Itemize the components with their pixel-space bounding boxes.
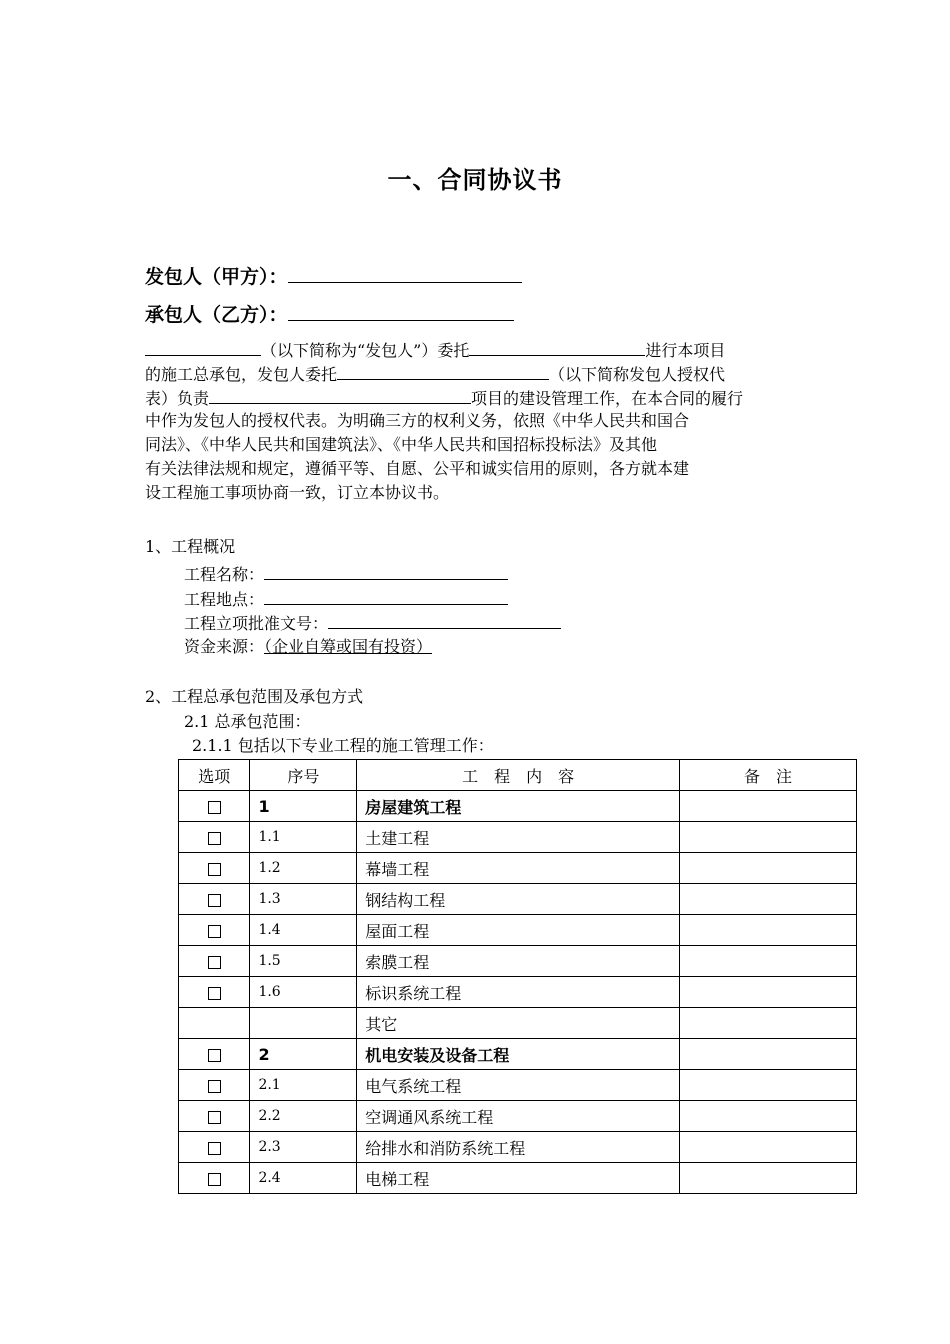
note-cell[interactable]	[680, 1101, 857, 1132]
intro-text: 表）负责	[145, 389, 210, 408]
content-cell: 屋面工程	[357, 915, 680, 946]
option-cell	[179, 884, 250, 915]
checkbox-icon[interactable]	[208, 925, 221, 938]
intro-blank-1[interactable]	[145, 337, 261, 356]
content-cell: 幕墙工程	[357, 853, 680, 884]
number-cell: 1	[250, 791, 357, 822]
table-row	[179, 853, 857, 884]
option-cell	[179, 946, 250, 977]
party-a-label: 发包人（甲方）：	[145, 266, 288, 288]
intro-blank-3[interactable]	[337, 361, 549, 380]
note-cell[interactable]	[680, 884, 857, 915]
checkbox-icon[interactable]	[208, 1049, 221, 1062]
table-row	[179, 1101, 857, 1132]
content-cell: 标识系统工程	[357, 977, 680, 1008]
number-cell: 1.3	[250, 884, 357, 915]
option-cell	[179, 1039, 250, 1070]
header-option: 选项	[179, 760, 250, 791]
intro-text: 设工程施工事项协商一致，订立本协议书。	[145, 483, 450, 502]
approval-number-blank[interactable]	[328, 610, 561, 629]
intro-text: 中作为发包人的授权代表。为明确三方的权利义务，依照《中华人民共和国合	[145, 411, 690, 430]
option-cell	[179, 1101, 250, 1132]
intro-text: 进行本项目	[645, 341, 726, 360]
checkbox-icon[interactable]	[208, 1173, 221, 1186]
party-a-blank[interactable]	[288, 262, 522, 283]
table-row	[179, 1039, 857, 1070]
number-cell: 2.2	[250, 1101, 357, 1132]
option-cell	[179, 791, 250, 822]
section-2-1-1-heading: 2.1.1 包括以下专业工程的施工管理工作：	[192, 736, 494, 755]
section-2-heading: 2、工程总承包范围及承包方式	[145, 687, 364, 706]
content-cell: 土建工程	[357, 822, 680, 853]
number-cell	[250, 1008, 357, 1039]
option-cell	[179, 1008, 250, 1039]
project-name-label: 工程名称：	[184, 565, 265, 584]
content-cell: 电气系统工程	[357, 1070, 680, 1101]
project-name-blank[interactable]	[264, 561, 508, 580]
party-b-label: 承包人（乙方）：	[145, 304, 288, 326]
number-cell: 1.2	[250, 853, 357, 884]
option-cell	[179, 977, 250, 1008]
content-cell: 机电安装及设备工程	[357, 1039, 680, 1070]
page-title: 一、合同协议书	[387, 166, 563, 194]
party-b-line	[145, 300, 514, 327]
note-cell[interactable]	[680, 946, 857, 977]
content-cell: 索膜工程	[357, 946, 680, 977]
option-cell	[179, 1163, 250, 1194]
section-1-heading: 1、工程概况	[145, 537, 236, 556]
option-cell	[179, 822, 250, 853]
number-cell: 2	[250, 1039, 357, 1070]
intro-text: 项目的建设管理工作，在本合同的履行	[471, 389, 744, 408]
number-cell: 2.3	[250, 1132, 357, 1163]
table-header-row	[179, 760, 857, 791]
table-row	[179, 1163, 857, 1194]
section-2-1-heading: 2.1 总承包范围：	[184, 712, 311, 731]
number-cell: 1.6	[250, 977, 357, 1008]
table-row	[179, 1070, 857, 1101]
table-row	[179, 946, 857, 977]
number-cell: 1.1	[250, 822, 357, 853]
checkbox-icon[interactable]	[208, 1142, 221, 1155]
intro-paragraph	[145, 337, 808, 505]
approval-number-line	[184, 610, 561, 636]
project-name-line	[184, 561, 508, 587]
fund-source-label: 资金来源：	[184, 637, 265, 656]
checkbox-icon[interactable]	[208, 1080, 221, 1093]
party-b-blank[interactable]	[288, 300, 514, 321]
checkbox-icon[interactable]	[208, 1111, 221, 1124]
intro-text: （以下简称为“发包人”）委托	[261, 341, 470, 360]
checkbox-icon[interactable]	[208, 801, 221, 814]
table-row	[179, 791, 857, 822]
table-row	[179, 977, 857, 1008]
note-cell[interactable]	[680, 1039, 857, 1070]
note-cell[interactable]	[680, 822, 857, 853]
number-cell: 1.4	[250, 915, 357, 946]
note-cell[interactable]	[680, 977, 857, 1008]
approval-number-label: 工程立项批准文号：	[184, 614, 329, 633]
intro-text: 的施工总承包，发包人委托	[145, 365, 338, 384]
content-cell: 其它	[357, 1008, 680, 1039]
note-cell[interactable]	[680, 1132, 857, 1163]
option-cell	[179, 1070, 250, 1101]
content-cell: 电梯工程	[357, 1163, 680, 1194]
table-row	[179, 1008, 857, 1039]
project-location-blank[interactable]	[264, 586, 508, 605]
project-location-line	[184, 586, 508, 612]
content-cell: 给排水和消防系统工程	[357, 1132, 680, 1163]
option-cell	[179, 853, 250, 884]
number-cell: 1.5	[250, 946, 357, 977]
note-cell[interactable]	[680, 1008, 857, 1039]
content-cell: 房屋建筑工程	[357, 791, 680, 822]
header-content: 工 程 内 容	[357, 760, 680, 791]
intro-blank-4[interactable]	[209, 385, 471, 404]
option-cell	[179, 1132, 250, 1163]
intro-text: 同法》、《中华人民共和国建筑法》、《中华人民共和国招标投标法》及其他	[145, 435, 658, 454]
intro-text: 有关法律法规和规定，遵循平等、自愿、公平和诚实信用的原则，各方就本建	[145, 459, 690, 478]
number-cell: 2.1	[250, 1070, 357, 1101]
checkbox-icon[interactable]	[208, 832, 221, 845]
checkbox-icon[interactable]	[208, 987, 221, 1000]
checkbox-icon[interactable]	[208, 956, 221, 969]
note-cell[interactable]	[680, 1070, 857, 1101]
checkbox-icon[interactable]	[208, 863, 221, 876]
table-row	[179, 884, 857, 915]
note-cell[interactable]	[680, 1163, 857, 1194]
content-cell: 空调通风系统工程	[357, 1101, 680, 1132]
table-row	[179, 915, 857, 946]
header-note: 备 注	[680, 760, 857, 791]
party-a-line	[145, 262, 522, 289]
project-location-label: 工程地点：	[184, 590, 265, 609]
table-row	[179, 1132, 857, 1163]
header-number: 序号	[250, 760, 357, 791]
note-cell[interactable]	[680, 915, 857, 946]
checkbox-icon[interactable]	[208, 894, 221, 907]
content-cell: 钢结构工程	[357, 884, 680, 915]
table-row	[179, 822, 857, 853]
intro-blank-2[interactable]	[469, 337, 645, 356]
option-cell	[179, 915, 250, 946]
intro-text: （以下简称发包人授权代	[549, 365, 726, 384]
scope-table	[178, 759, 857, 1194]
note-cell[interactable]	[680, 791, 857, 822]
note-cell[interactable]	[680, 853, 857, 884]
fund-source-line	[184, 635, 432, 659]
fund-source-value[interactable]: （企业自筹或国有投资）	[264, 637, 433, 656]
number-cell: 2.4	[250, 1163, 357, 1194]
